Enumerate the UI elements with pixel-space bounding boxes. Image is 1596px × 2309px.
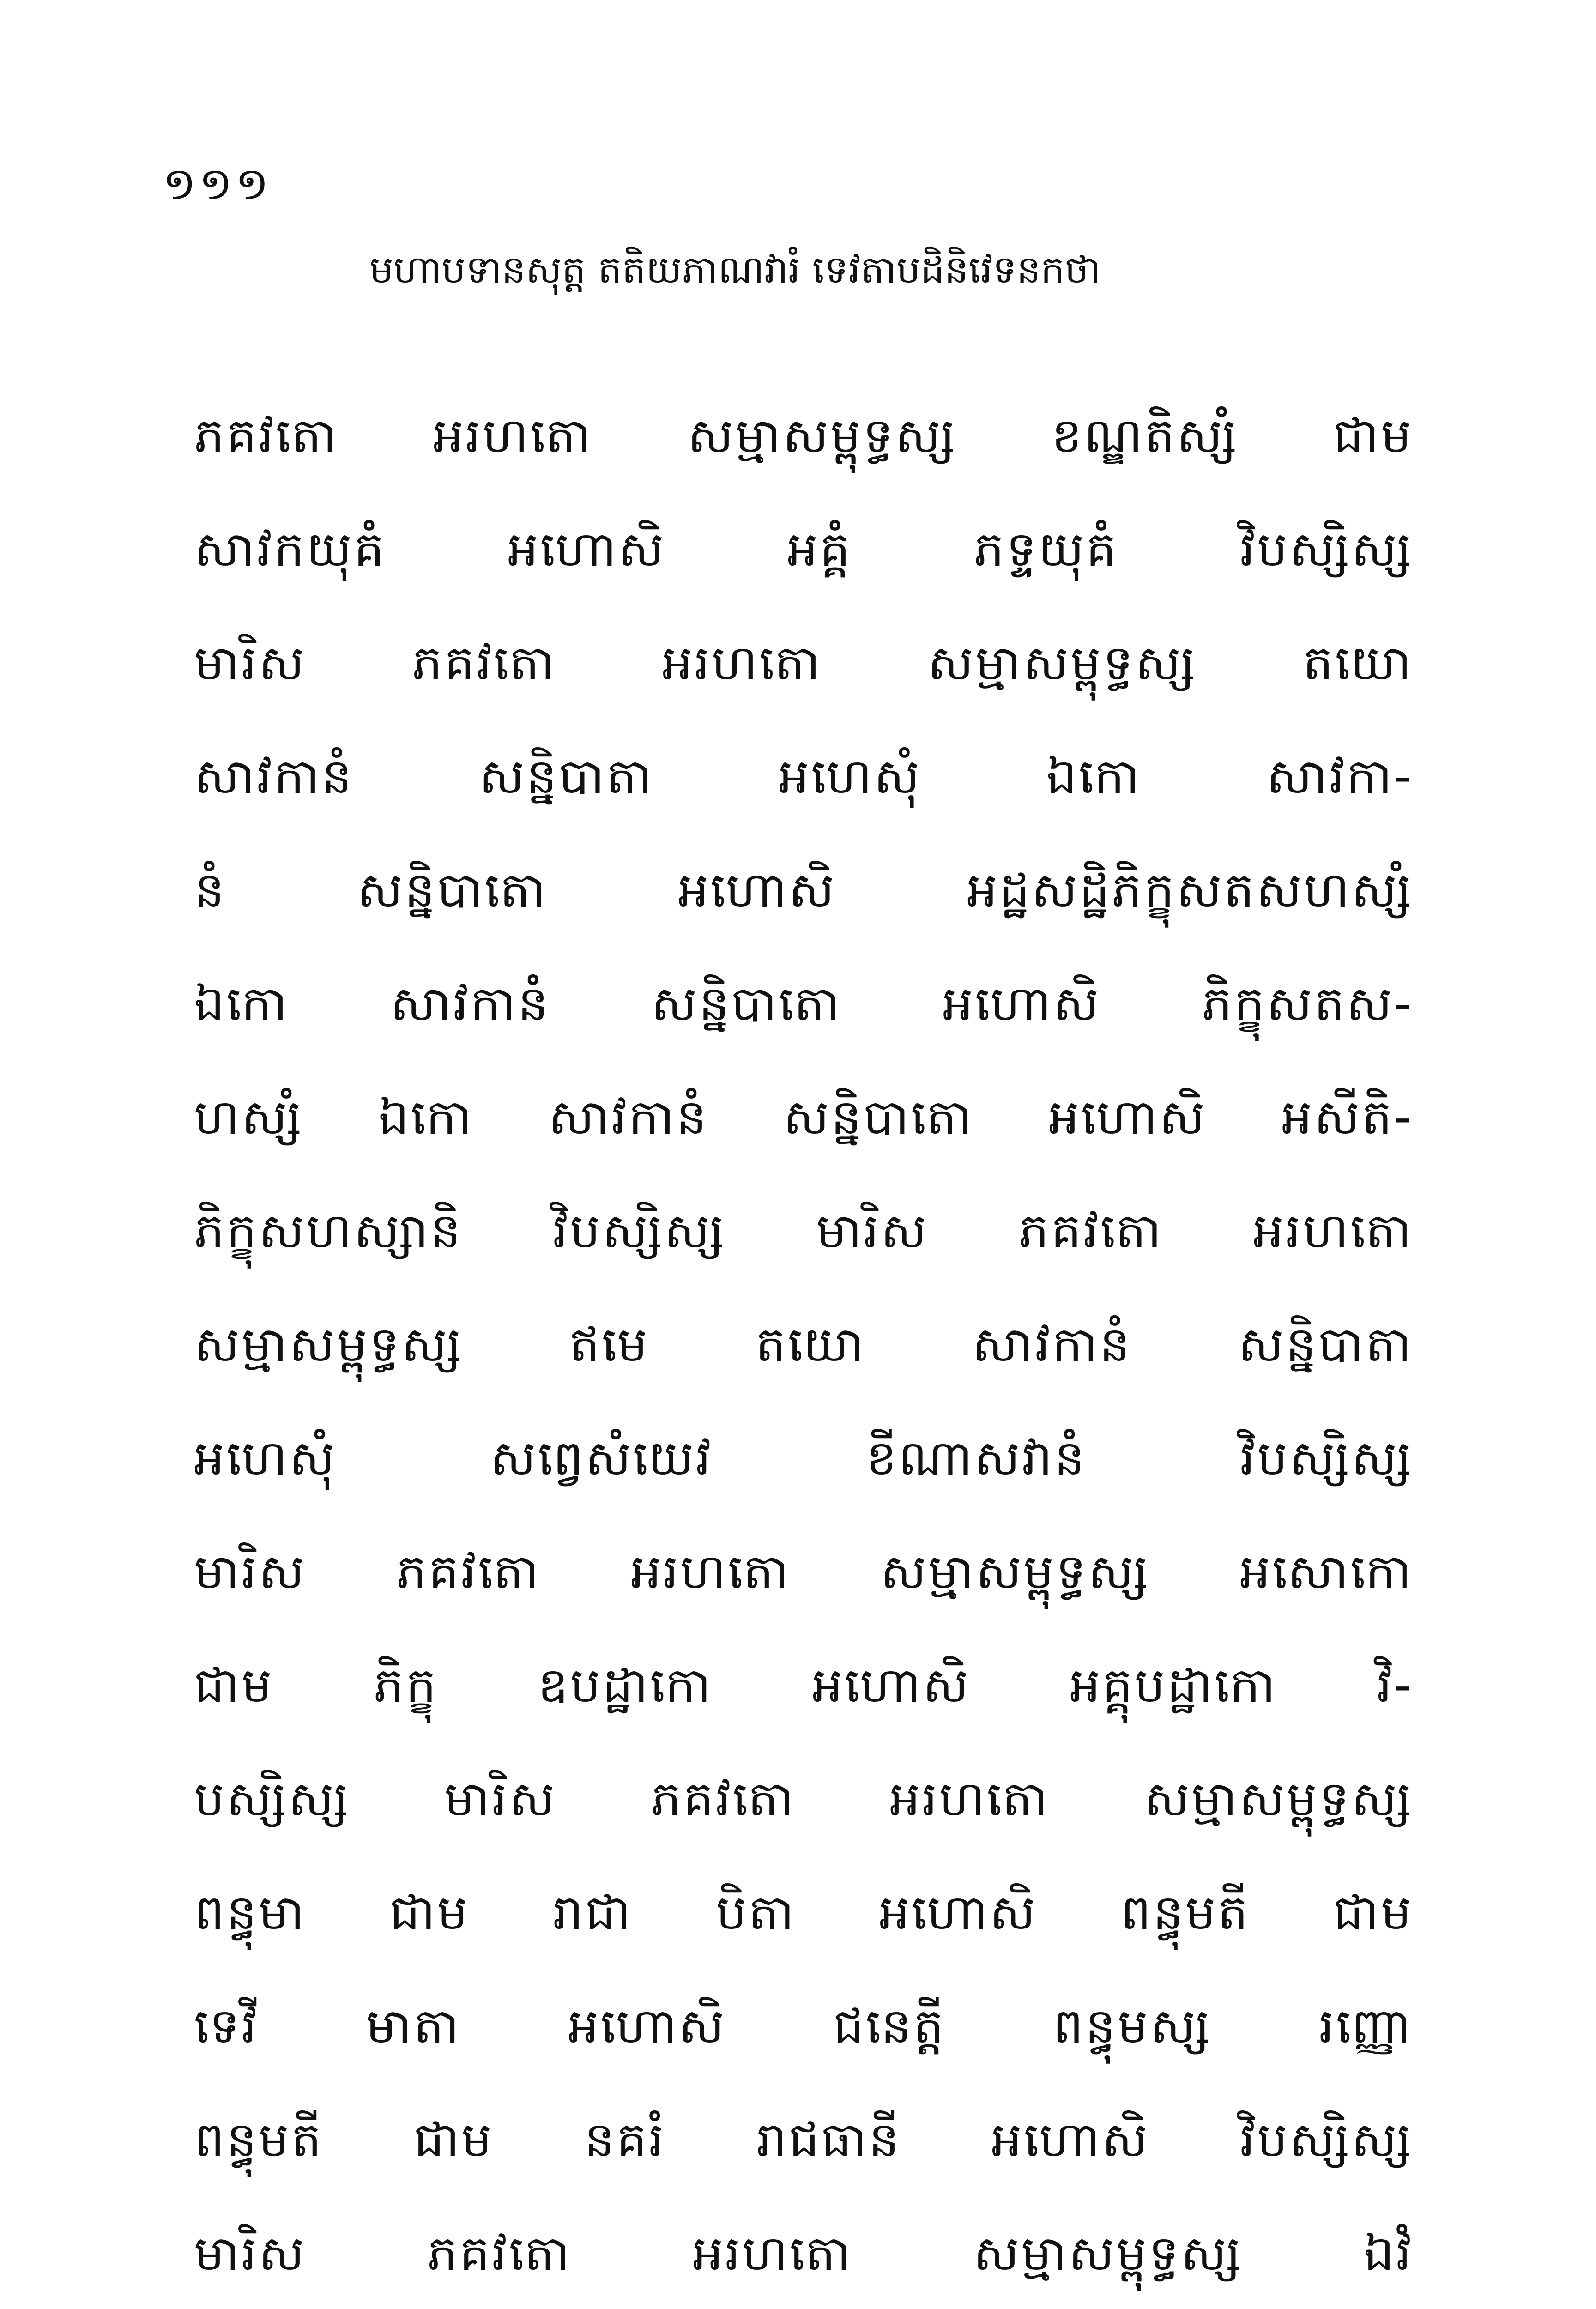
text-line: បស្សិស្ស មារិស ភគវតោ អរហតោ សម្មាសម្ពុទ្ធស្ស [194,1771,1413,1827]
text-line: ពន្ធុមា ជាម រាជា បិតា អហោសិ ពន្ធុមតី ជាម [194,1884,1413,1940]
text-line: ភិក្ខុសហស្សានិ វិបស្សិស្ស មារិស ភគវតោ អរហតោ [194,1203,1413,1259]
text-line: ឯកោ សាវកានំ សន្និបាតោ អហោសិ ភិក្ខុសតស- [194,975,1413,1032]
body-text [194,379,1413,2309]
text-line: សាវកយុគំ អហោសិ អគ្គំ ភទ្ទយុគំ វិបស្សិស្ស [194,521,1413,577]
text-line: នំ សន្និបាតោ អហោសិ អដ្ឋសដ្ឋិភិក្ខុសតសហស្សំ [194,862,1413,918]
text-line: ពន្ធុមតី ជាម នគរំ រាជធានី អហោសិ វិបស្សិស្ស [194,2111,1413,2168]
text-line: មារិស ភគវតោ អរហតោ សម្មាសម្ពុទ្ធស្ស អសោកោ [194,1543,1413,1600]
text-line: សាវកានំ សន្និបាតា អហេសុំ ឯកោ សាវកា- [194,748,1413,804]
running-header: មហាបទានសុត្ត តតិយភាណវារំ ទេវតាបដិនិវេទនកថា [369,248,1101,292]
text-line: មារិស ភគវតោ អរហតោ សម្មាសម្ពុទ្ធស្ស តយោ [194,635,1413,691]
text-line: ជាម ភិក្ខុ ឧបដ្ឋាកោ អហោសិ អគ្គុបដ្ឋាកោ វិ- [194,1657,1413,1713]
text-line: ហស្សំ ឯកោ សាវកានំ សន្និបាតោ អហោសិ អសីតិ- [194,1089,1413,1145]
text-line: ភគវតោ អរហតោ សម្មាសម្ពុទ្ធស្ស ខណ្ឌតិស្សំ ជាម [194,407,1413,464]
text-line: អហេសុំ សព្វេសំយេវ ខីណាសវានំ វិបស្សិស្ស [194,1430,1413,1486]
text-line: សម្មាសម្ពុទ្ធស្ស ឥមេ តយោ សាវកានំ សន្និបាតា [194,1316,1413,1372]
page-number: ១១១ [163,158,272,210]
text-line: មារិស ភគវតោ អរហតោ សម្មាសម្ពុទ្ធស្ស ឯវំ [194,2225,1413,2281]
text-line: ទេវី មាតា អហោសិ ជនេត្តី ពន្ធុមស្ស រញ្ញោ [194,1998,1413,2054]
